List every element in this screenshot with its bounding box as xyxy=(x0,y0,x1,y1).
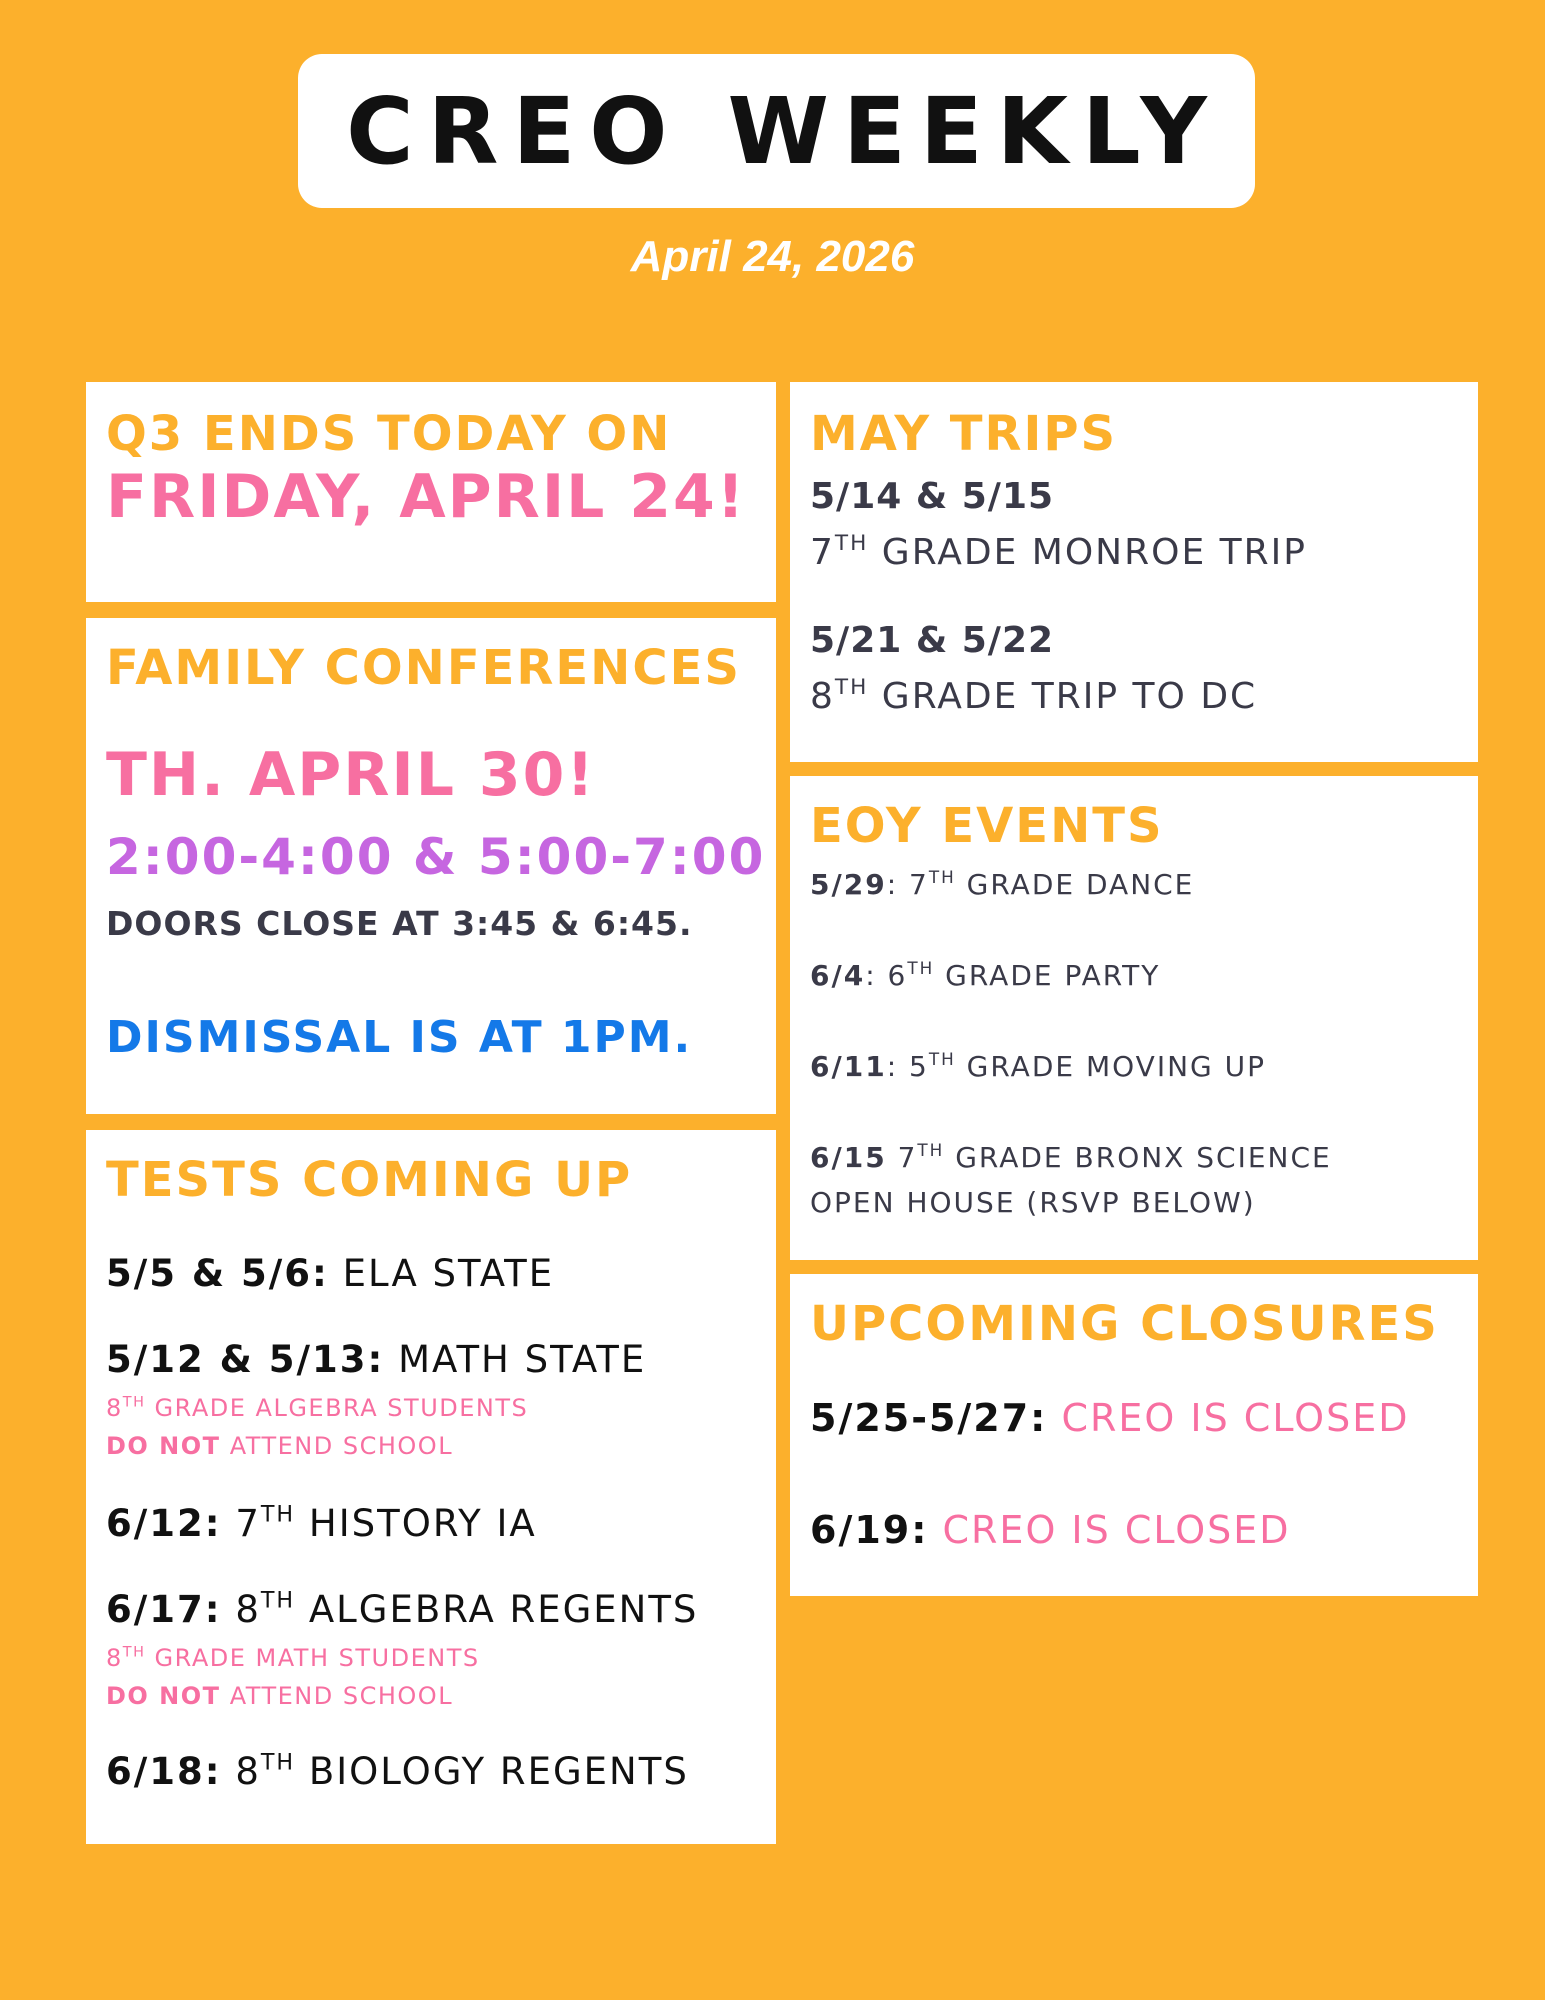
eoy-description: GRADE MOVING UP xyxy=(966,1050,1267,1083)
title-banner xyxy=(298,54,1255,208)
grade-suffix: TH xyxy=(917,1140,945,1161)
grade-suffix: TH xyxy=(928,1049,956,1070)
closure-text: CREO IS CLOSED xyxy=(942,1508,1291,1552)
note-grade-number: 8 xyxy=(106,1394,123,1422)
closure-text: CREO IS CLOSED xyxy=(1061,1396,1410,1440)
eoy-date: 6/11 xyxy=(810,1050,887,1083)
conferences-dismissal: DISMISSAL IS AT 1PM. xyxy=(106,1012,693,1063)
closure-date: 5/25-5/27: xyxy=(810,1396,1048,1440)
closure-date: 6/19: xyxy=(810,1508,929,1552)
eoy-date: 6/15 xyxy=(810,1141,887,1174)
grade-number: 8 xyxy=(810,676,835,717)
trips-heading: MAY TRIPS xyxy=(810,406,1118,462)
eoy-date: 5/29 xyxy=(810,868,887,901)
eoy-separator: : xyxy=(865,959,877,992)
eoy-item xyxy=(810,1050,1266,1083)
note-emphasis: DO NOT xyxy=(106,1432,221,1460)
conferences-heading: FAMILY CONFERENCES xyxy=(106,640,741,696)
trip-description: GRADE TRIP TO DC xyxy=(881,676,1258,717)
grade-number: 5 xyxy=(909,1050,929,1083)
test-name: ALGEBRA REGENTS xyxy=(308,1588,699,1631)
grade-number: 7 xyxy=(235,1502,261,1545)
family-conferences-card xyxy=(86,618,776,1114)
test-date: 5/12 & 5/13: xyxy=(106,1338,385,1381)
test-note xyxy=(106,1394,528,1422)
test-item xyxy=(106,1750,689,1793)
closure-item xyxy=(810,1508,1291,1552)
note-text: ATTEND SCHOOL xyxy=(229,1432,454,1460)
trip-name xyxy=(810,676,1257,717)
tests-card xyxy=(86,1130,776,1844)
grade-number: 7 xyxy=(810,532,835,573)
grade-suffix: TH xyxy=(928,867,956,888)
grade-number: 6 xyxy=(887,959,908,992)
trip-name xyxy=(810,532,1307,573)
test-item xyxy=(106,1338,646,1381)
closures-heading: UPCOMING CLOSURES xyxy=(810,1296,1439,1352)
eoy-events-card xyxy=(790,776,1478,1260)
test-name: MATH STATE xyxy=(398,1338,647,1381)
test-item xyxy=(106,1588,698,1631)
note-emphasis: DO NOT xyxy=(106,1682,221,1710)
eoy-description: GRADE PARTY xyxy=(945,959,1161,992)
note-grade-number: 8 xyxy=(106,1644,123,1672)
grade-number: 8 xyxy=(235,1750,261,1793)
eoy-separator: : xyxy=(886,868,899,901)
test-note xyxy=(106,1432,453,1460)
closure-item xyxy=(810,1396,1409,1440)
grade-number: 8 xyxy=(235,1588,261,1631)
test-note xyxy=(106,1644,480,1672)
trip-description: GRADE MONROE TRIP xyxy=(881,532,1307,573)
grade-suffix: TH xyxy=(907,958,935,979)
grade-suffix: TH xyxy=(260,1501,296,1528)
grade-suffix: TH xyxy=(834,530,869,556)
upcoming-closures-card xyxy=(790,1274,1478,1596)
eoy-item-continued: OPEN HOUSE (RSVP BELOW) xyxy=(810,1186,1256,1219)
eoy-item xyxy=(810,959,1160,992)
tests-heading: TESTS COMING UP xyxy=(106,1152,633,1208)
q3-card xyxy=(86,382,776,602)
test-name: BIOLOGY REGENTS xyxy=(308,1750,689,1793)
eoy-item xyxy=(810,868,1194,901)
q3-heading: Q3 ENDS TODAY ON xyxy=(106,406,672,462)
note-text: GRADE MATH STUDENTS xyxy=(154,1644,480,1672)
grade-number: 7 xyxy=(897,1141,918,1174)
trip-date: 5/14 & 5/15 xyxy=(810,476,1055,517)
test-item xyxy=(106,1252,554,1295)
test-item xyxy=(106,1502,537,1545)
newsletter-date: April 24, 2026 xyxy=(630,232,915,281)
test-note xyxy=(106,1682,453,1710)
grade-suffix: TH xyxy=(834,674,869,700)
q3-date: FRIDAY, APRIL 24! xyxy=(106,462,747,532)
test-date: 6/17: xyxy=(106,1588,222,1631)
test-name: HISTORY IA xyxy=(308,1502,537,1545)
grade-suffix: TH xyxy=(260,1587,296,1614)
eoy-separator: : xyxy=(886,1050,899,1083)
conferences-date: TH. APRIL 30! xyxy=(106,740,596,810)
eoy-item xyxy=(810,1141,1332,1174)
note-grade-suffix: TH xyxy=(122,1644,146,1661)
grade-suffix: TH xyxy=(260,1749,296,1776)
conferences-times: 2:00-4:00 & 5:00-7:00 xyxy=(106,828,766,886)
test-date: 6/12: xyxy=(106,1502,222,1545)
note-grade-suffix: TH xyxy=(122,1394,146,1411)
eoy-heading: EOY EVENTS xyxy=(810,798,1164,854)
newsletter-title: CREO WEEKLY xyxy=(346,77,1221,185)
may-trips-card xyxy=(790,382,1478,762)
note-text: ATTEND SCHOOL xyxy=(229,1682,454,1710)
grade-number: 7 xyxy=(909,868,929,901)
eoy-date: 6/4 xyxy=(810,959,866,992)
trip-date: 5/21 & 5/22 xyxy=(810,620,1055,661)
eoy-description: GRADE DANCE xyxy=(966,868,1195,901)
conferences-doors: DOORS CLOSE AT 3:45 & 6:45. xyxy=(106,904,693,943)
note-text: GRADE ALGEBRA STUDENTS xyxy=(154,1394,529,1422)
eoy-description: GRADE BRONX SCIENCE xyxy=(955,1141,1332,1174)
test-date: 5/5 & 5/6: xyxy=(106,1252,329,1295)
test-date: 6/18: xyxy=(106,1750,222,1793)
test-name: ELA STATE xyxy=(342,1252,555,1295)
